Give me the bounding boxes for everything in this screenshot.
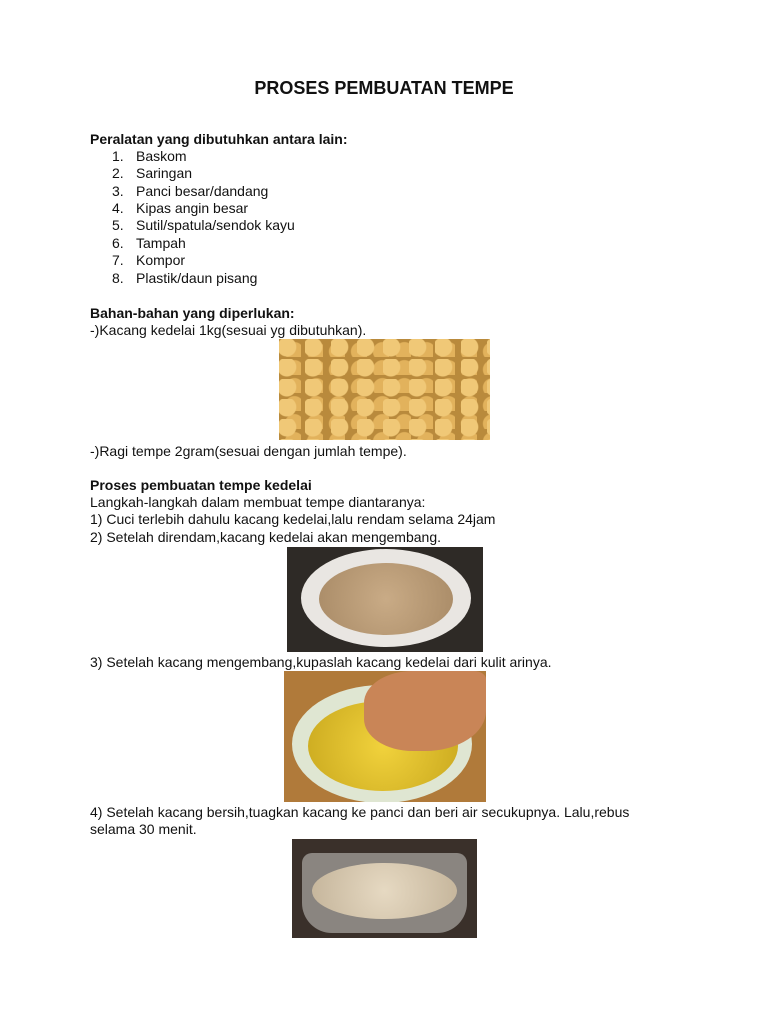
process-heading: Proses pembuatan tempe kedelai [90,477,312,493]
list-label: Baskom [136,148,187,164]
step-2: 2) Setelah direndam,kacang kedelai akan mengembang. [90,529,442,545]
list-label: Plastik/daun pisang [136,270,258,286]
peeling-soybeans-image [284,671,486,802]
page-title: PROSES PEMBUATAN TEMPE [254,78,514,98]
step-1: 1) Cuci terlebih dahulu kacang kedelai,lalu rendam selama 24jam [90,511,496,527]
list-number: 4. [112,200,124,216]
list-number: 1. [112,148,124,164]
ingredient-soybean: -)Kacang kedelai 1kg(sesuai yg dibutuhkan). [90,322,367,338]
soaked-soybeans-image [287,547,483,652]
step-3: 3) Setelah kacang mengembang,kupaslah kacang kedelai dari kulit arinya. [90,654,552,670]
ingredient-yeast: -)Ragi tempe 2gram(sesuai dengan jumlah tempe). [90,443,407,459]
list-item [112,217,295,234]
list-label: Kompor [136,252,186,268]
list-item [112,252,185,269]
list-number: 7. [112,252,124,268]
process-intro: Langkah-langkah dalam membuat tempe diantaranya: [90,494,426,510]
list-item [112,183,268,200]
list-number: 2. [112,165,124,181]
list-label: Saringan [136,165,193,181]
list-item [112,270,257,287]
step-4-line-1: 4) Setelah kacang bersih,tuagkan kacang ke panci dan beri air secukupnya. Lalu,rebus [90,804,630,820]
list-label: Panci besar/dandang [136,183,269,199]
list-item [112,165,192,182]
list-number: 6. [112,235,124,251]
boiling-soybeans-image [292,839,477,938]
soybeans-image [279,339,490,440]
list-number: 3. [112,183,124,199]
list-label: Tampah [136,235,186,251]
list-item [112,148,187,165]
equipment-heading: Peralatan yang dibutuhkan antara lain: [90,131,348,147]
ingredients-heading: Bahan-bahan yang diperlukan: [90,305,295,321]
list-label: Sutil/spatula/sendok kayu [136,217,295,233]
list-number: 5. [112,217,124,233]
list-number: 8. [112,270,124,286]
step-4-line-2: selama 30 menit. [90,821,197,837]
list-item [112,235,186,252]
list-item [112,200,248,217]
list-label: Kipas angin besar [136,200,249,216]
